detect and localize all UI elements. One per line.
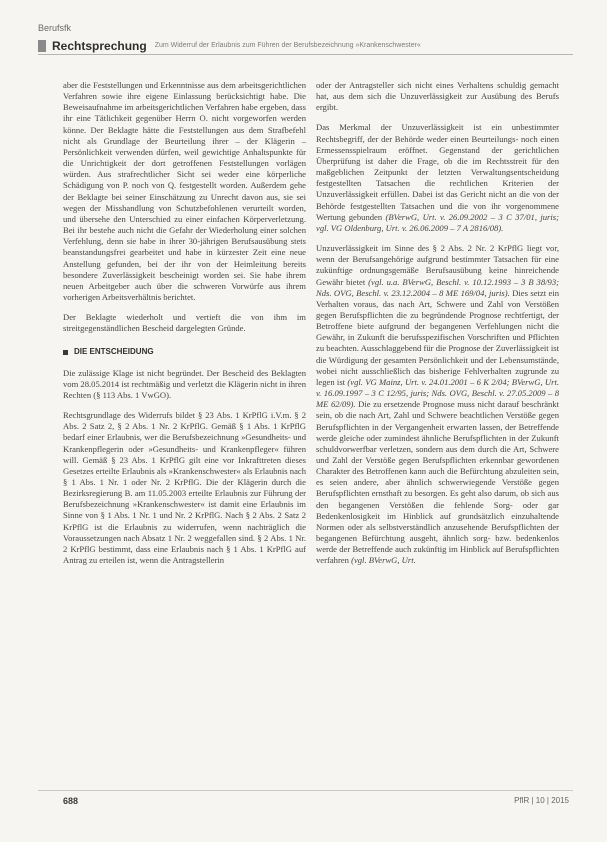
- right-paragraph-3-citation-2: (vgl. VG Mainz, Urt. v. 24.01.2001 – 6 K 2/04; BVerwG, Urt. v. 16.09.1997 – 3 C 12/95, juris; Nds. OVG, Beschl. v. 27.05.2009 – 8 ME 62/09).: [316, 376, 560, 410]
- page-header: [38, 37, 573, 55]
- decision-heading-text: DIE ENTSCHEIDUNG: [74, 347, 154, 357]
- left-paragraph-4: Rechtsgrundlage des Widerrufs bildet § 23 Abs. 1 KrPflG i.V.m. § 2 Abs. 2 Satz 2, § 2 Abs. 1 Nr. 2 KrPflG. Gemäß § 1 Abs. 1 KrPflG bedarf einer Erlaubnis, wer die Berufsbezeichnung »Gesundheits- und Krankenpflegerin oder »Gesundheits- und Krankenpfleger« führen will. Gemäß § 23 Abs. 1 KrPflG gilt eine vor Inkrafttreten dieses Gesetzes erteilte Erlaubnis als »Krankenschwester« als Erlaubnis nach § 1 Abs. 1 Nr. 1 oder Nr. 2 KrPflG. Die der Klägerin durch die Bezirksregierung B. am 11.05.2003 erteilte Erlaubnis zur Führung der Berufsbezeichnung »Krankenschwester« ist damit eine Erlaubnis im Sinne von § 1 Abs. 1 Nr. 1 und Nr. 2 KrPflG. Nach § 2 Abs. 2 Satz 2 KrPflG ist die Erlaubnis zu widerrufen, wenn nachträglich die Voraussetzungen nach Absatz 1 Nr. 2 weggefallen sind. § 2 Abs. 1 Nr. 2 KrPflG bestimmt, dass eine Erlaubnis nach § 1 Abs. 1 KrPflG auf Antrag zu erteilen ist, wenn die Antragstellerin: [63, 410, 306, 566]
- right-paragraph-2: [316, 122, 559, 234]
- left-column: [63, 80, 306, 575]
- header-title: Rechtsprechung: [52, 38, 147, 53]
- right-paragraph-3-citation-3: (vgl. BVerwG, Urt.: [351, 555, 416, 566]
- right-column: [316, 80, 559, 576]
- page-number: 688: [63, 796, 79, 806]
- right-paragraph-2-text: Das Merkmal der Unzuverlässigkeit ist ein unbestimmter Rechtsbegriff, der der Behörde weder einen Beurteilungs- noch einen Ermessensspielraum eröffnet. Gegenstand der gerichtlichen Überprüfung ist daher die Frage, ob die im Rechtsstreit für den maßgeblichen Zeitpunkt der letzten Verwaltungsentscheidung festgestellten Tatsachen die rechtlichen Kriterien der Unzuverlässigkeit erfüllen. Dabei ist das Gericht nicht an die von der Behörde festgestellten Tatsachen und die von ihr vorgenommene Wertung gebunden: [316, 122, 559, 222]
- left-paragraph-3: Die zulässige Klage ist nicht begründet. Der Bescheid des Beklagten vom 28.05.2014 ist rechtmäßig und verletzt die Klägerin nicht in ihren Rechten (§ 113 Abs. 1 VwGO).: [63, 367, 306, 400]
- right-paragraph-3-text-c: Die zu ersetzende Prognose muss nicht darauf beschränkt sein, ob die nach Art, Zahl und Schwere beachtlichen Verstöße gegen Berufspflichten in der Vergangenheit erwarten lassen, der Betreffende werde gleiche oder zumindest ähnliche Berufspflichten in der Zukunft schuldvorwerfbar verletzen, sondern aus dem durch die Art, Schwere und Zahl der Verstöße gegen Berufspflichten erkennbar gewordenen Charakter des Betroffenen kann auch die Befürchtung abzuleiten sein, es seien andere, aber ähnlich schwerwiegende Verstöße gegen Berufspflichten ernsthaft zu besorgen. Es geht also darum, ob sich aus den begangenen Verstößen die fehlende Sorg- oder gar Bedenkenlosigkeit im Hinblick auf grundsätzlich einzuhaltende Normen oder als selbstverständlich anzusehende Berufspflichten der begangenen Befürchtung ausgeht, ähnlich sorg- bzw. bedenkenlos werde der Betreffende auch zukünftig im Hinblick auf Berufspflichten verfahren: [316, 399, 559, 566]
- section-label: Berufsfk: [38, 23, 72, 33]
- journal-issue: PflR | 10 | 2015: [514, 796, 569, 805]
- right-paragraph-1: oder der Antragsteller sich nicht eines Verhaltens schuldig gemacht hat, aus dem sich die Unzuverlässigkeit zur Ausübung des Berufs ergibt.: [316, 80, 559, 113]
- square-bullet-icon: [63, 350, 68, 355]
- right-paragraph-3: [316, 243, 559, 567]
- right-paragraph-3-text-a: Unzuverlässigkeit im Sinne des § 2 Abs. 2 Nr. 2 KrPflG liegt vor, wenn der Berufsangehörige aufgrund bestimmter Tatsachen für eine zukünftige ordnungsgemäße Berufsausübung keine hinreichende Gewähr bietet: [316, 243, 559, 287]
- right-paragraph-3-text-b: Dies setzt ein Verhalten voraus, das nach Art, Schwere und Zahl von Verstößen gegen Berufspflichten die zu begründende Prognose rechtfertigt, der Betroffene biete aufgrund der begangenen Verfehlungen nicht die Gewähr, in Zukunft die berufsspezifischen Vorschriften und Pflichten zu beachten. Ausschlaggebend für die Prognose der Zuverlässigkeit ist die Würdigung der gesamten Persönlichkeit und der Lebensumstände, wobei nicht ausschließlich das bisherige Fehlverhalten zugrunde zu legen ist: [316, 287, 559, 387]
- right-paragraph-2-citation: (BVerwG, Urt. v. 26.09.2002 – 3 C 37/01, juris; vgl. VG Oldenburg, Urt. v. 26.06.2009 – 7 A 2816/08).: [316, 211, 559, 233]
- header-accent-bar: [38, 40, 46, 52]
- left-paragraph-1: aber die Feststellungen und Erkenntnisse aus dem arbeitsgerichtlichen Verfahren sowie ihre eigene Einlassung berücksichtigt habe. Die Beweisaufnahme im arbeitsgerichtlichen Verfahren habe ergeben, dass ihr eine Tätlichkeit gegenüber Herrn O. nicht vorgeworfen werden könne. Der Beklagte hätte die Feststellungen aus dem Strafbefehl nicht als Grundlage der Beurteilung ihrer – der Klägerin – Persönlichkeit verwenden dürfen, weil gewichtige Anhaltspunkte für die Unrichtigkeit der dort getroffenen Feststellungen vorlägen würden. Aus strafrechtlicher Sicht sei weder eine körperliche Schädigung von P. noch von Q. festgestellt worden. Außerdem gehe der Beklagte bei seiner Einschätzung zu Unrecht davon aus, sie sei wegen der Misshandlung von Schutzbefohlenen verurteilt worden, und übersehe den Unterschied zu einer einfachen Körperverletzung. Bei ihr bestehe auch nicht die Gefahr der Wiederholung einer solchen Verfehlung, denn sie habe in ihrer 30-jährigen Berufsausübung stets beanstandungsfrei gearbeitet und habe in kürzester Zeit eine neue Anstellung gefunden, bei der ihr von der Heimleitung bereits besondere Zuverlässigkeit bescheinigt worden sei. Sie habe ihrem neuen Arbeitgeber auch über die schweren Vorwürfe aus ihrem vorherigen Arbeitsverhältnis berichtet.: [63, 80, 306, 302]
- left-paragraph-2: Der Beklagte wiederholt und vertieft die von ihm im streitgegenständlichen Bescheid dargelegten Gründe.: [63, 312, 306, 334]
- decision-heading: [63, 346, 306, 357]
- right-paragraph-3-citation-1: (vgl. u.a. BVerwG, Beschl. v. 10.12.1993 – 3 B 38/93; Nds. OVG, Beschl. v. 23.12.2004 – 8 ME 169/04, juris).: [316, 276, 559, 298]
- header-subtitle: Zum Widerruf der Erlaubnis zum Führen der Berufsbezeichnung »Krankenschwester«: [154, 42, 421, 49]
- footer-divider: [38, 790, 573, 791]
